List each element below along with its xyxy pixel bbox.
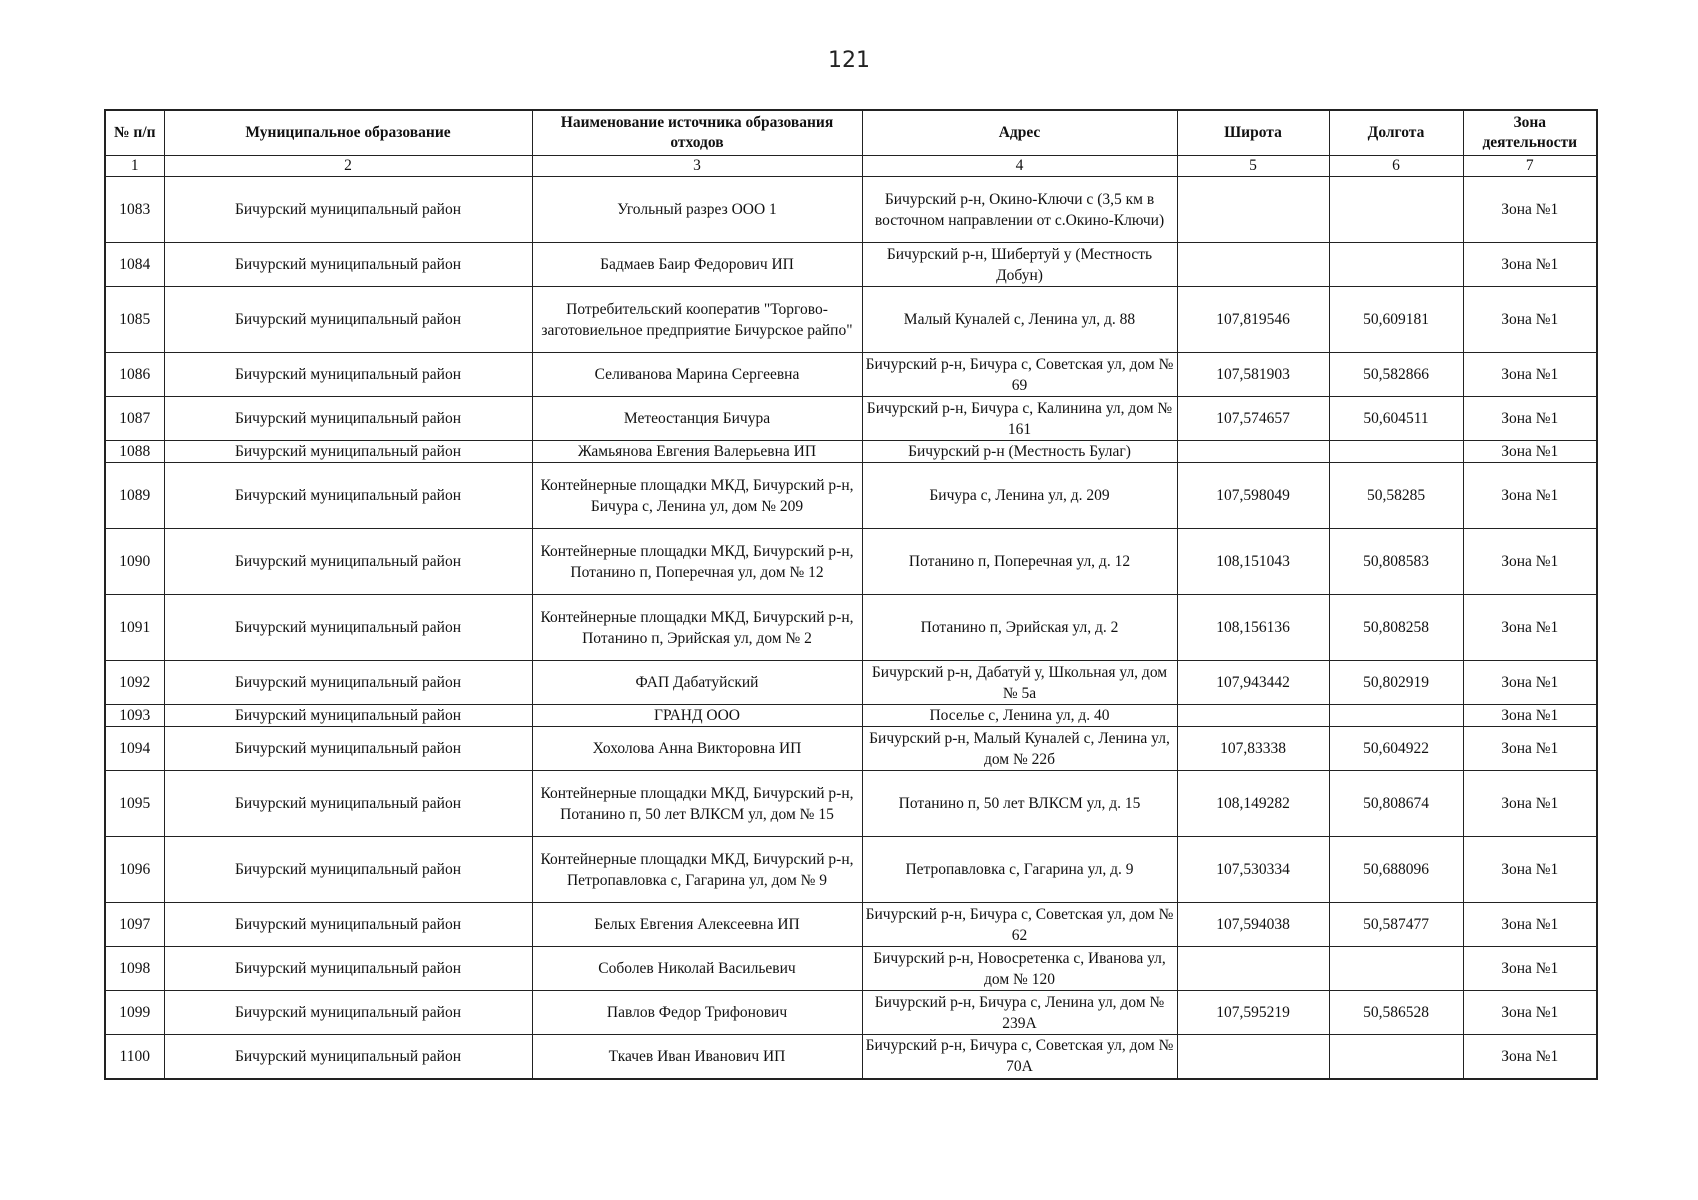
row-index-cell: 1094 (105, 727, 164, 771)
zone-cell: Зона №1 (1463, 397, 1597, 441)
table-row (105, 529, 1597, 595)
address-cell: Бичурский р-н, Бичура с, Советская ул, дом № 62 (862, 903, 1177, 947)
row-index-cell: 1091 (105, 595, 164, 661)
municipality-cell: Бичурский муниципальный район (164, 771, 532, 837)
source-name-cell: Контейнерные площадки МКД, Бичурский р-н, Потанино п, Поперечная ул, дом № 12 (532, 529, 862, 595)
longitude-cell: 50,604922 (1329, 727, 1463, 771)
source-name-cell: Контейнерные площадки МКД, Бичурский р-н, Потанино п, 50 лет ВЛКСМ ул, дом № 15 (532, 771, 862, 837)
header-cell-latitude: Широта (1177, 110, 1329, 156)
longitude-cell (1329, 1035, 1463, 1079)
municipality-cell: Бичурский муниципальный район (164, 353, 532, 397)
table-row (105, 243, 1597, 287)
row-index-cell: 1085 (105, 287, 164, 353)
address-cell: Бичурский р-н, Бичура с, Советская ул, дом № 70А (862, 1035, 1177, 1079)
source-name-cell: Контейнерные площадки МКД, Бичурский р-н, Петропавловка с, Гагарина ул, дом № 9 (532, 837, 862, 903)
address-cell: Бичурский р-н, Бичура с, Калинина ул, дом № 161 (862, 397, 1177, 441)
latitude-cell: 108,156136 (1177, 595, 1329, 661)
column-number-cell: 6 (1329, 156, 1463, 177)
column-number-cell: 5 (1177, 156, 1329, 177)
longitude-cell: 50,604511 (1329, 397, 1463, 441)
latitude-cell (1177, 947, 1329, 991)
row-index-cell: 1088 (105, 441, 164, 463)
row-index-cell: 1089 (105, 463, 164, 529)
row-index-cell: 1092 (105, 661, 164, 705)
municipality-cell: Бичурский муниципальный район (164, 463, 532, 529)
table-row (105, 397, 1597, 441)
latitude-cell: 107,819546 (1177, 287, 1329, 353)
row-index-cell: 1083 (105, 177, 164, 243)
latitude-cell: 107,595219 (1177, 991, 1329, 1035)
latitude-cell (1177, 177, 1329, 243)
source-name-cell: Контейнерные площадки МКД, Бичурский р-н, Бичура с, Ленина ул, дом № 209 (532, 463, 862, 529)
latitude-cell: 107,943442 (1177, 661, 1329, 705)
source-name-cell: Жамьянова Евгения Валерьевна ИП (532, 441, 862, 463)
table-row (105, 705, 1597, 727)
municipality-cell: Бичурский муниципальный район (164, 177, 532, 243)
table-row (105, 353, 1597, 397)
column-number-cell: 7 (1463, 156, 1597, 177)
zone-cell: Зона №1 (1463, 837, 1597, 903)
latitude-cell (1177, 243, 1329, 287)
address-cell: Бичурский р-н, Дабатуй у, Школьная ул, дом № 5а (862, 661, 1177, 705)
municipality-cell: Бичурский муниципальный район (164, 947, 532, 991)
row-index-cell: 1098 (105, 947, 164, 991)
row-index-cell: 1095 (105, 771, 164, 837)
source-name-cell: Потребительский кооператив "Торгово-заготовиельное предприятие Бичурское райпо" (532, 287, 862, 353)
longitude-cell: 50,808583 (1329, 529, 1463, 595)
column-number-cell: 1 (105, 156, 164, 177)
table-row (105, 991, 1597, 1035)
longitude-cell: 50,808674 (1329, 771, 1463, 837)
source-name-cell: Контейнерные площадки МКД, Бичурский р-н, Потанино п, Эрийская ул, дом № 2 (532, 595, 862, 661)
address-cell: Потанино п, 50 лет ВЛКСМ ул, д. 15 (862, 771, 1177, 837)
table-row (105, 177, 1597, 243)
source-name-cell: Хохолова Анна Викторовна ИП (532, 727, 862, 771)
header-cell-address: Адрес (862, 110, 1177, 156)
source-name-cell: Соболев Николай Васильевич (532, 947, 862, 991)
source-name-cell: Угольный разрез ООО 1 (532, 177, 862, 243)
longitude-cell (1329, 243, 1463, 287)
longitude-cell: 50,688096 (1329, 837, 1463, 903)
header-cell-source-name: Наименование источника образования отходов (532, 110, 862, 156)
latitude-cell: 108,151043 (1177, 529, 1329, 595)
municipality-cell: Бичурский муниципальный район (164, 903, 532, 947)
header-row (105, 110, 1597, 156)
source-name-cell: Бадмаев Баир Федорович ИП (532, 243, 862, 287)
latitude-cell (1177, 441, 1329, 463)
column-number-row (105, 156, 1597, 177)
table-row (105, 771, 1597, 837)
row-index-cell: 1096 (105, 837, 164, 903)
longitude-cell (1329, 705, 1463, 727)
row-index-cell: 1090 (105, 529, 164, 595)
longitude-cell: 50,587477 (1329, 903, 1463, 947)
zone-cell: Зона №1 (1463, 727, 1597, 771)
table-row (105, 287, 1597, 353)
address-cell: Потанино п, Эрийская ул, д. 2 (862, 595, 1177, 661)
address-cell: Малый Куналей с, Ленина ул, д. 88 (862, 287, 1177, 353)
municipality-cell: Бичурский муниципальный район (164, 287, 532, 353)
source-name-cell: ФАП Дабатуйский (532, 661, 862, 705)
municipality-cell: Бичурский муниципальный район (164, 1035, 532, 1079)
source-name-cell: Ткачев Иван Иванович ИП (532, 1035, 862, 1079)
address-cell: Поселье с, Ленина ул, д. 40 (862, 705, 1177, 727)
row-index-cell: 1086 (105, 353, 164, 397)
longitude-cell: 50,802919 (1329, 661, 1463, 705)
column-number-cell: 4 (862, 156, 1177, 177)
zone-cell: Зона №1 (1463, 661, 1597, 705)
longitude-cell (1329, 441, 1463, 463)
longitude-cell (1329, 177, 1463, 243)
longitude-cell: 50,609181 (1329, 287, 1463, 353)
row-index-cell: 1099 (105, 991, 164, 1035)
row-index-cell: 1093 (105, 705, 164, 727)
table-row (105, 837, 1597, 903)
zone-cell: Зона №1 (1463, 529, 1597, 595)
municipality-cell: Бичурский муниципальный район (164, 705, 532, 727)
zone-cell: Зона №1 (1463, 353, 1597, 397)
table-row (105, 463, 1597, 529)
longitude-cell: 50,808258 (1329, 595, 1463, 661)
header-cell-municipality: Муниципальное образование (164, 110, 532, 156)
municipality-cell: Бичурский муниципальный район (164, 441, 532, 463)
latitude-cell (1177, 705, 1329, 727)
header-cell-zone: Зона деятельности (1463, 110, 1597, 156)
municipality-cell: Бичурский муниципальный район (164, 595, 532, 661)
row-index-cell: 1087 (105, 397, 164, 441)
municipality-cell: Бичурский муниципальный район (164, 727, 532, 771)
address-cell: Бичура с, Ленина ул, д. 209 (862, 463, 1177, 529)
source-name-cell: Белых Евгения Алексеевна ИП (532, 903, 862, 947)
waste-sources-table (104, 109, 1598, 1080)
zone-cell: Зона №1 (1463, 287, 1597, 353)
zone-cell: Зона №1 (1463, 595, 1597, 661)
address-cell: Бичурский р-н, Малый Куналей с, Ленина ул, дом № 22б (862, 727, 1177, 771)
zone-cell: Зона №1 (1463, 947, 1597, 991)
latitude-cell: 107,574657 (1177, 397, 1329, 441)
source-name-cell: Селиванова Марина Сергеевна (532, 353, 862, 397)
longitude-cell (1329, 947, 1463, 991)
longitude-cell: 50,582866 (1329, 353, 1463, 397)
source-name-cell: Павлов Федор Трифонович (532, 991, 862, 1035)
zone-cell: Зона №1 (1463, 705, 1597, 727)
table-row (105, 441, 1597, 463)
table-row (105, 595, 1597, 661)
address-cell: Бичурский р-н, Новосретенка с, Иванова ул, дом № 120 (862, 947, 1177, 991)
address-cell: Бичурский р-н, Бичура с, Ленина ул, дом № 239А (862, 991, 1177, 1035)
header-cell-index: № п/п (105, 110, 164, 156)
row-index-cell: 1084 (105, 243, 164, 287)
column-number-cell: 3 (532, 156, 862, 177)
latitude-cell: 107,83338 (1177, 727, 1329, 771)
zone-cell: Зона №1 (1463, 771, 1597, 837)
zone-cell: Зона №1 (1463, 903, 1597, 947)
page-number: 121 (828, 48, 870, 73)
row-index-cell: 1100 (105, 1035, 164, 1079)
municipality-cell: Бичурский муниципальный район (164, 661, 532, 705)
table-row (105, 903, 1597, 947)
address-cell: Потанино п, Поперечная ул, д. 12 (862, 529, 1177, 595)
municipality-cell: Бичурский муниципальный район (164, 991, 532, 1035)
latitude-cell (1177, 1035, 1329, 1079)
table-row (105, 661, 1597, 705)
address-cell: Бичурский р-н, Шибертуй у (Местность Добун) (862, 243, 1177, 287)
latitude-cell: 107,594038 (1177, 903, 1329, 947)
zone-cell: Зона №1 (1463, 177, 1597, 243)
municipality-cell: Бичурский муниципальный район (164, 529, 532, 595)
zone-cell: Зона №1 (1463, 441, 1597, 463)
address-cell: Петропавловка с, Гагарина ул, д. 9 (862, 837, 1177, 903)
address-cell: Бичурский р-н, Бичура с, Советская ул, дом № 69 (862, 353, 1177, 397)
table-row (105, 1035, 1597, 1079)
address-cell: Бичурский р-н (Местность Булаг) (862, 441, 1177, 463)
latitude-cell: 108,149282 (1177, 771, 1329, 837)
zone-cell: Зона №1 (1463, 1035, 1597, 1079)
table-row (105, 727, 1597, 771)
municipality-cell: Бичурский муниципальный район (164, 397, 532, 441)
row-index-cell: 1097 (105, 903, 164, 947)
address-cell: Бичурский р-н, Окино-Ключи с (3,5 км в восточном направлении от с.Окино-Ключи) (862, 177, 1177, 243)
latitude-cell: 107,598049 (1177, 463, 1329, 529)
zone-cell: Зона №1 (1463, 243, 1597, 287)
latitude-cell: 107,581903 (1177, 353, 1329, 397)
zone-cell: Зона №1 (1463, 991, 1597, 1035)
table-body (105, 177, 1597, 1079)
table-row (105, 947, 1597, 991)
municipality-cell: Бичурский муниципальный район (164, 837, 532, 903)
municipality-cell: Бичурский муниципальный район (164, 243, 532, 287)
zone-cell: Зона №1 (1463, 463, 1597, 529)
longitude-cell: 50,586528 (1329, 991, 1463, 1035)
header-cell-longitude: Долгота (1329, 110, 1463, 156)
latitude-cell: 107,530334 (1177, 837, 1329, 903)
column-number-cell: 2 (164, 156, 532, 177)
source-name-cell: Метеостанция Бичура (532, 397, 862, 441)
source-name-cell: ГРАНД ООО (532, 705, 862, 727)
longitude-cell: 50,58285 (1329, 463, 1463, 529)
